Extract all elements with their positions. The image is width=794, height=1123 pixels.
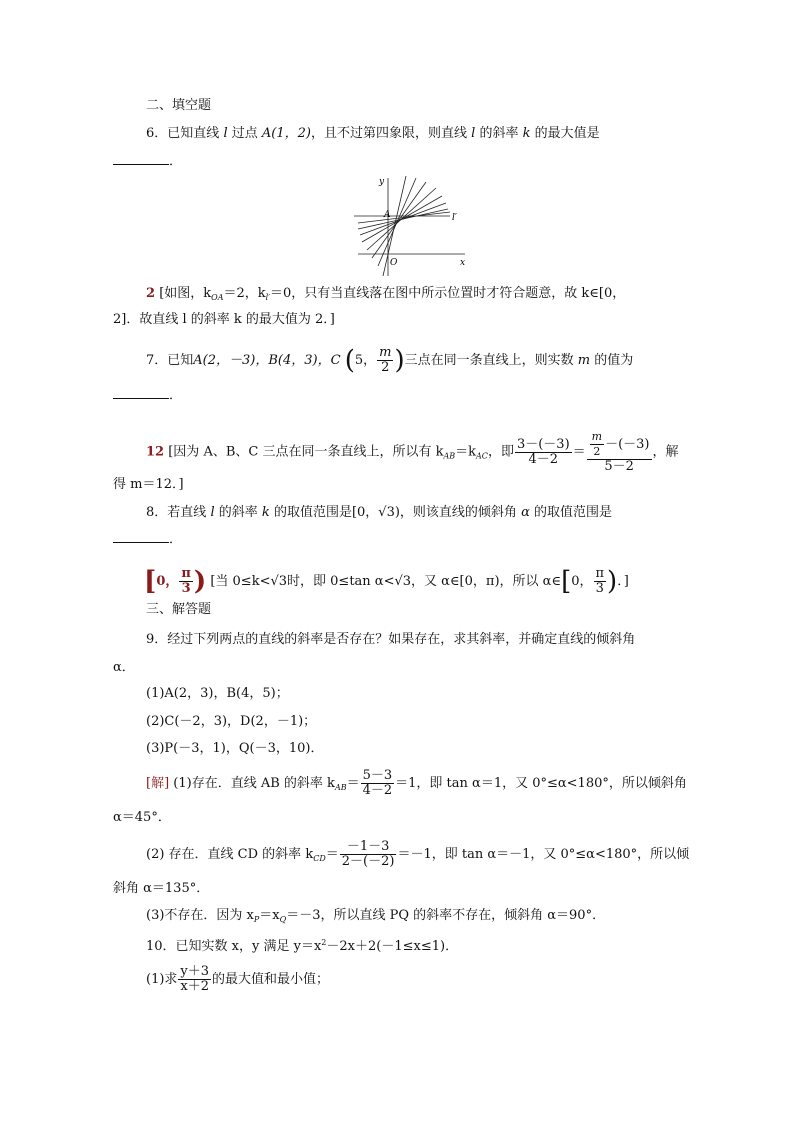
q7-frac-1: [515, 438, 572, 467]
q9-s2-frac-den: 2－(－2): [341, 854, 395, 869]
q9-part-3: (3)P(－3，1)，Q(－3，10)．: [146, 741, 324, 756]
q8-expl-bracket-left: [: [561, 566, 572, 597]
q7-c-frac-den: 2: [381, 360, 390, 375]
q7-answer-line1: 12 [因为 A、B、C 三点在同一条直线上，所以有 $k_{AB}=k_{AC}$，即 $\frac{3-(-3)}{4-2}$ ＝ $\frac{m}{2}$ －(－3) 5－2 ，解: [146, 430, 679, 474]
question-9-line2: α．: [113, 660, 135, 675]
q8-expl-1: [当 0≤k<√3时，即 0≤tan α<√3，又 α∈[0，π)，所以 α∈: [210, 574, 562, 589]
fig-label-A: A: [384, 210, 391, 220]
q8-text-b: 的斜率: [218, 505, 258, 520]
q8-number: 8．: [146, 505, 168, 520]
q6-sub-oa: OA: [211, 293, 224, 302]
question-7-line1: [146, 346, 633, 375]
q8-text-c: 的取值范围是[0，√3)，则该直线的倾斜角: [273, 505, 517, 520]
fig-label-x: x: [460, 258, 466, 268]
q7-points: A(2，－3)，B(4，3)，C: [193, 353, 341, 368]
q6-answer-line1: [146, 284, 625, 308]
q8-ans-left: 0，: [156, 574, 179, 589]
q8-end: ．: [169, 532, 183, 547]
q7-expl-2: ，即: [487, 444, 514, 460]
q10-frac-num: y＋3: [180, 964, 210, 979]
q7-sub-ac: AC: [476, 451, 488, 461]
q9-s2-b: ＝－1，即 tan α＝－1，又 0°≤α<180°，所以倾: [397, 847, 690, 862]
q7-answer-line2: 得 m＝12．]: [113, 477, 184, 492]
question-9-line1: 9．经过下列两点的直线的斜率是否存在？如果存在，求其斜率，并确定直线的倾斜角: [146, 632, 636, 647]
q7-m: m: [577, 353, 591, 368]
q7-expl-3: ，解: [652, 444, 679, 460]
q8-answer-blank: [113, 530, 169, 543]
section-heading-fill-in: 二、填空题: [146, 98, 212, 113]
q9-s2-frac: [340, 840, 397, 869]
q9-s1-b: ＝1，即 tan α＝1，又 0°≤α<180°，所以倾斜角: [395, 776, 687, 791]
q8-l: l: [210, 505, 215, 520]
q6-expl-2: ＝2，k: [223, 286, 266, 301]
q9-s2-sub: CD: [313, 854, 326, 863]
q9-s1-sub: AB: [334, 783, 347, 792]
q8-alpha: α: [521, 505, 530, 520]
q10-sup: 2: [321, 938, 327, 947]
question-6-line1: [146, 124, 600, 144]
q7-frac-inner-den: 2: [593, 445, 601, 458]
q6-l: l: [223, 126, 228, 141]
q7-text-b: 三点在同一条直线上，则实数: [404, 353, 574, 368]
q8-k: k: [261, 505, 270, 520]
q8-expl-frac: [594, 567, 607, 596]
q9-part-1: (1)A(2，3)，B(4，5)；: [146, 686, 289, 701]
q6-end: ．: [169, 154, 183, 169]
q6-text-c: ，且不过第四象限，则直线: [310, 126, 467, 141]
q7-c-frac: [377, 346, 393, 375]
q9-s1-frac-den: 4－2: [362, 783, 393, 798]
q8-expl-frac-num: π: [595, 566, 605, 581]
q7-number: 7．: [146, 353, 168, 368]
q10-p1-a: (1)求: [146, 972, 178, 987]
q9-s2-a: (2) 存在．直线 CD 的斜率 k: [146, 847, 314, 862]
q10-frac: [178, 965, 211, 994]
q9-s2-frac-num: －1－3: [340, 840, 397, 855]
question-8-line2: [113, 530, 182, 550]
q9-solution-3: [146, 906, 605, 930]
q8-ans-frac-den: 3: [181, 581, 191, 596]
q8-text-a: 若直线: [167, 505, 207, 520]
q9-part-2: (2)C(－2，3)，D(2，－1)；: [146, 714, 317, 729]
q7-answer-blank: [113, 386, 169, 399]
q7-frac-inner-num: m: [591, 430, 603, 443]
q6-k: k: [522, 126, 531, 141]
q6-answer-blank: [113, 152, 169, 165]
q7-c-frac-num: m: [379, 345, 392, 360]
q6-answer: 2: [146, 286, 156, 301]
q10-frac-den: x＋2: [180, 979, 210, 994]
q9-s1-frac-num: 5－3: [362, 768, 393, 783]
fig-label-O: O: [390, 258, 398, 268]
q8-answer-line: [144, 566, 629, 598]
q8-expl-frac-den: 3: [595, 581, 604, 596]
q7-answer: 12: [146, 444, 165, 460]
q8-expl-3: ．]: [617, 574, 629, 589]
q6-expl-1: [如图，k: [159, 286, 212, 301]
q6-sub-lprime: l′: [265, 293, 271, 302]
q8-ans-bracket-right: ): [193, 566, 207, 597]
q6-point: A(1，2): [261, 126, 311, 141]
q9-s3-c: ＝－3，所以直线 PQ 的斜率不存在，倾斜角 α＝90°．: [286, 908, 606, 923]
q9-s1-a: (1)存在．直线 AB 的斜率 k: [173, 776, 335, 791]
q10-part-1: [146, 962, 329, 998]
q9-jie-tag: [解]: [146, 776, 170, 791]
q8-expl-2: 0，: [571, 574, 593, 589]
section-heading-solve: 三、解答题: [146, 602, 212, 617]
q8-text-d: 的取值范围是: [533, 505, 612, 520]
q6-answer-line2: 2]．故直线 l 的斜率 k 的最大值为 2．]: [113, 312, 335, 327]
q7-eq: ＝k: [455, 444, 477, 460]
q10-line1b: －2x＋2(－1≤x≤1)．: [326, 939, 459, 954]
q8-expl-bracket-right: ): [607, 566, 618, 597]
fig-label-y: y: [379, 177, 385, 187]
q7-paren-right: ): [394, 345, 405, 376]
q7-frac-1-den: 4－2: [528, 451, 559, 467]
q9-s1-frac: [361, 769, 395, 798]
q7-end: ．: [169, 388, 183, 403]
fan-line: [358, 209, 448, 229]
q6-text-a: 已知直线: [167, 126, 220, 141]
q7-sub-ab: AB: [443, 451, 456, 461]
q6-figure: [350, 172, 480, 278]
q7-text-a: 已知: [167, 353, 194, 368]
q7-frac-1-num: 3－(－3): [516, 436, 570, 452]
q9-solution-2b: 斜角 α＝135°．: [113, 881, 210, 896]
question-10-line1: [146, 933, 458, 957]
q8-ans-frac-num: π: [181, 566, 191, 581]
q6-text-d: 的斜率: [479, 126, 519, 141]
q7-paren-left: (: [344, 345, 355, 376]
q7-frac-2-num: [587, 430, 652, 460]
q8-ans-bracket-left: [: [144, 566, 157, 597]
q7-frac-2-num-c: －(－3): [605, 437, 650, 452]
q7-frac-2: [587, 430, 652, 474]
q7-c-x: 5，: [354, 353, 377, 368]
q6-expl-3: ＝0，只有当直线落在图中所示位置时才符合题意，故 k∈[0，: [270, 286, 626, 301]
question-7-line2: [113, 386, 182, 406]
q9-s3-a: (3)不存在．因为 x: [146, 908, 254, 923]
q6-text-e: 的最大值是: [534, 126, 600, 141]
q6-l-2: l: [471, 126, 476, 141]
q6-text-b: 过点: [231, 126, 258, 141]
q7-expl-1: [因为 A、B、C 三点在同一条直线上，所以有 k: [168, 444, 444, 460]
q9-s3-sub-p: P: [253, 915, 260, 924]
q10-line1: 10．已知实数 x，y 满足 y＝x: [146, 939, 322, 954]
q7-text-c: 的值为: [594, 353, 634, 368]
q9-solution-1: [解] (1)存在．直线 AB 的斜率 $k_{AB}=$ $\frac{5-3}{4-2}$ ＝1，即 tan α＝1，又 0°≤α<180°，所以倾斜角: [146, 768, 687, 798]
fig-label-l-prime: l′: [452, 213, 457, 223]
question-8-line1: [146, 503, 612, 523]
q9-solution-1b: α＝45°．: [113, 810, 171, 825]
q9-s3-sub-q: Q: [279, 915, 287, 924]
q8-ans-frac: [179, 567, 193, 596]
q9-s3-b: ＝x: [259, 908, 280, 923]
q10-p1-b: 的最大值和最小值；: [212, 972, 330, 987]
q7-frac-2-den: 5－2: [604, 459, 634, 474]
q9-solution-2: (2) 存在．直线 CD 的斜率 $k_{CD}=$ $\frac{-1-3}{2-(-2)}$ ＝－1，即 tan α＝－1，又 0°≤α<180°，所以倾: [146, 839, 690, 869]
q7-frac-inner: [590, 430, 604, 459]
question-6-line2: [113, 152, 182, 172]
q6-number: 6．: [146, 126, 168, 141]
